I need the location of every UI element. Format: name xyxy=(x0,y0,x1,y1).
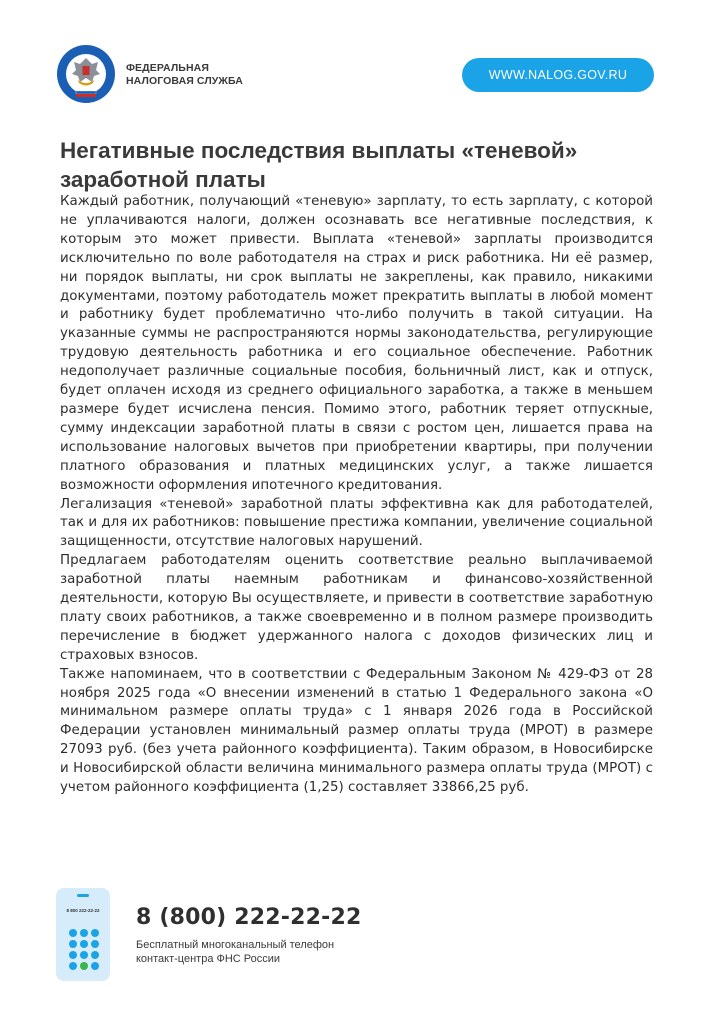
org-name-line-2: НАЛОГОВАЯ СЛУЖБА xyxy=(126,75,243,87)
keypad-icon xyxy=(69,929,99,970)
keypad-key xyxy=(91,940,99,948)
article-title: Негативные последствия выплаты «теневой» заработной платы xyxy=(60,138,578,192)
phone-speaker-icon xyxy=(77,894,89,897)
organization-name xyxy=(126,62,243,88)
keypad-key xyxy=(80,951,88,959)
fns-emblem-logo xyxy=(56,44,116,104)
page-header xyxy=(56,44,656,114)
hotline-description xyxy=(136,938,396,966)
keypad-key xyxy=(91,929,99,937)
paragraph-legalization: Легализация «теневой» заработной платы эффективна как для работодателей, так и для их работников: повышение престижа компании, увеличение социальной защищенности, отсутствие налоговых нарушений. xyxy=(60,496,653,550)
hotline-desc-line-2: контакт-центра ФНС России xyxy=(136,953,281,965)
phone-card-number: 8 800 222-22-22 xyxy=(66,908,100,913)
paragraph-mrot: Также напоминаем, что в соответствии с Федеральным Законом № 429-ФЗ от 28 ноября 2025 года «О внесении изменений в статью 1 Федерального закона «О минимальном размере оплаты труда» с 1 января 2026 года в Российской Федерации установлен минимальный размер оплаты труда (МРОТ) в размере 27093 руб. (без учета районного коэффициента). Таким образом, в Новосибирске и Новосибирской области величина минимального размера оплаты труда (МРОТ) с учетом районного коэффициента (1,25) составляет 33866,25 руб. xyxy=(60,666,653,796)
paragraph-employer-offer: Предлагаем работодателям оценить соответствие реально выплачиваемой заработной платы наемным работникам и финансово-хозяйственной деятельности, которую Вы осуществляете, и привести в соответствие заработную плату своих работников, а также своевременно и в полном размере производить перечисление в бюджет удержанного налога с доходов физических лиц и страховых взносов. xyxy=(60,553,653,663)
article-body xyxy=(60,193,653,798)
keypad-key xyxy=(91,951,99,959)
hotline-desc-line-1: Бесплатный многоканальный телефон xyxy=(136,939,335,951)
phone-icon xyxy=(56,888,110,981)
keypad-key xyxy=(91,962,99,970)
keypad-key xyxy=(80,940,88,948)
contact-footer xyxy=(56,888,456,998)
keypad-call-key xyxy=(80,962,88,970)
paragraph-consequences: Каждый работник, получающий «теневую» зарплату, то есть зарплату, с которой не уплачиваются налоги, должен осознавать все негативные последствия, к которым это может привести. Выплата «теневой» зарплаты производится исключительно по воле работодателя на страх и риск работника. Ни её размер, ни порядок выплаты, ни срок выплаты не закреплены, как правило, никакими документами, поэтому работодатель может прекратить выплаты в любой момент и работнику будет проблематично что-либо получить в такой ситуации. На указанные суммы не распространяются нормы законодательства, регулирующие трудовую деятельность работника и его социальное обеспечение. Работник недополучает различные социальные пособия, больничный лист, как и отпуск, будет оплачен исходя из среднего официального заработка, а также в меньшем размере будет исчислена пенсия. Помимо этого, работник теряет отпускные, сумму индексации заработной платы в связи с ростом цен, лишается права на использование налоговых вычетов при приобретении квартиры, при получении платного образования и платных медицинских услуг, а также лишается возможности оформления ипотечного кредитования. xyxy=(60,194,653,493)
keypad-key xyxy=(69,940,77,948)
keypad-key xyxy=(80,929,88,937)
keypad-key xyxy=(69,929,77,937)
keypad-key xyxy=(69,962,77,970)
hotline-number[interactable]: 8 (800) 222-22-22 xyxy=(136,905,362,930)
keypad-key xyxy=(69,951,77,959)
org-name-line-1: ФЕДЕРАЛЬНАЯ xyxy=(126,62,209,74)
website-link-button[interactable]: WWW.NALOG.GOV.RU xyxy=(462,58,654,92)
